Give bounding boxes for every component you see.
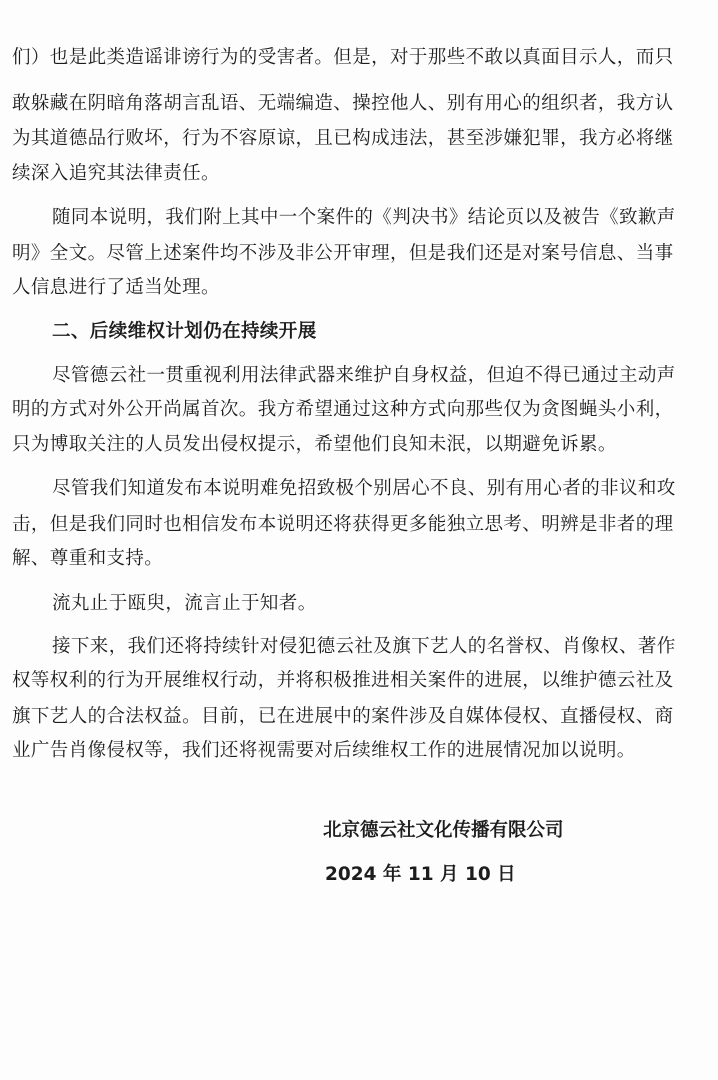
- paragraph-2-line-2: 明》全文。尽管上述案件均不涉及非公开审理，但是我们还是对案号信息、当事: [12, 243, 674, 264]
- paragraph-6-line-3: 旗下艺人的合法权益。目前，已在进展中的案件涉及自媒体侵权、直播侵权、商: [12, 706, 674, 727]
- paragraph-1-line-4: 续深入追究其法律责任。: [12, 163, 220, 184]
- section-heading: 二、后续维权计划仍在持续开展: [52, 321, 317, 342]
- paragraph-2-line-1: 随同本说明，我们附上其中一个案件的《判决书》结论页以及被告《致歉声: [52, 207, 676, 228]
- paragraph-3-line-1: 尽管德云社一贯重视利用法律武器来维护自身权益，但迫不得已通过主动声: [52, 365, 676, 386]
- paragraph-4-line-1: 尽管我们知道发布本说明难免招致极个别居心不良、别有用心者的非议和攻: [52, 478, 676, 499]
- paragraph-1-line-2: 敢躲藏在阴暗角落胡言乱语、无端编造、操控他人、别有用心的组织者，我方认: [12, 93, 674, 114]
- paragraph-1-line-3: 为其道德品行败坏，行为不容原谅，且已构成违法，甚至涉嫌犯罪，我方必将继: [12, 128, 674, 149]
- paragraph-6-line-2: 权等权利的行为开展维权行动，并将积极推进相关案件的进展，以维护德云社及: [12, 670, 674, 691]
- paragraph-5-line-1: 流丸止于瓯臾，流言止于知者。: [52, 593, 317, 614]
- paragraph-3-line-2: 明的方式对外公开尚属首次。我方希望通过这种方式向那些仅为贪图蝇头小利，: [12, 399, 674, 420]
- paragraph-1-line-1: 们）也是此类造谣诽谤行为的受害者。但是，对于那些不敢以真面目示人，而只: [12, 47, 674, 68]
- signature-company: 北京德云社文化传播有限公司: [323, 820, 564, 841]
- signature-date: 2024 年 11 月 10 日: [325, 864, 516, 885]
- paragraph-3-line-3: 只为博取关注的人员发出侵权提示，希望他们良知未泯，以期避免诉累。: [12, 434, 617, 455]
- paragraph-4-line-2: 击，但是我们同时也相信发布本说明还将获得更多能独立思考、明辨是非者的理: [12, 514, 674, 535]
- paragraph-2-line-3: 人信息进行了适当处理。: [12, 277, 220, 298]
- paragraph-6-line-4: 业广告肖像侵权等，我们还将视需要对后续维权工作的进展情况加以说明。: [12, 740, 636, 761]
- paragraph-6-line-1: 接下来，我们还将持续针对侵犯德云社及旗下艺人的名誉权、肖像权、著作: [52, 636, 676, 657]
- paragraph-4-line-3: 解、尊重和支持。: [12, 548, 164, 569]
